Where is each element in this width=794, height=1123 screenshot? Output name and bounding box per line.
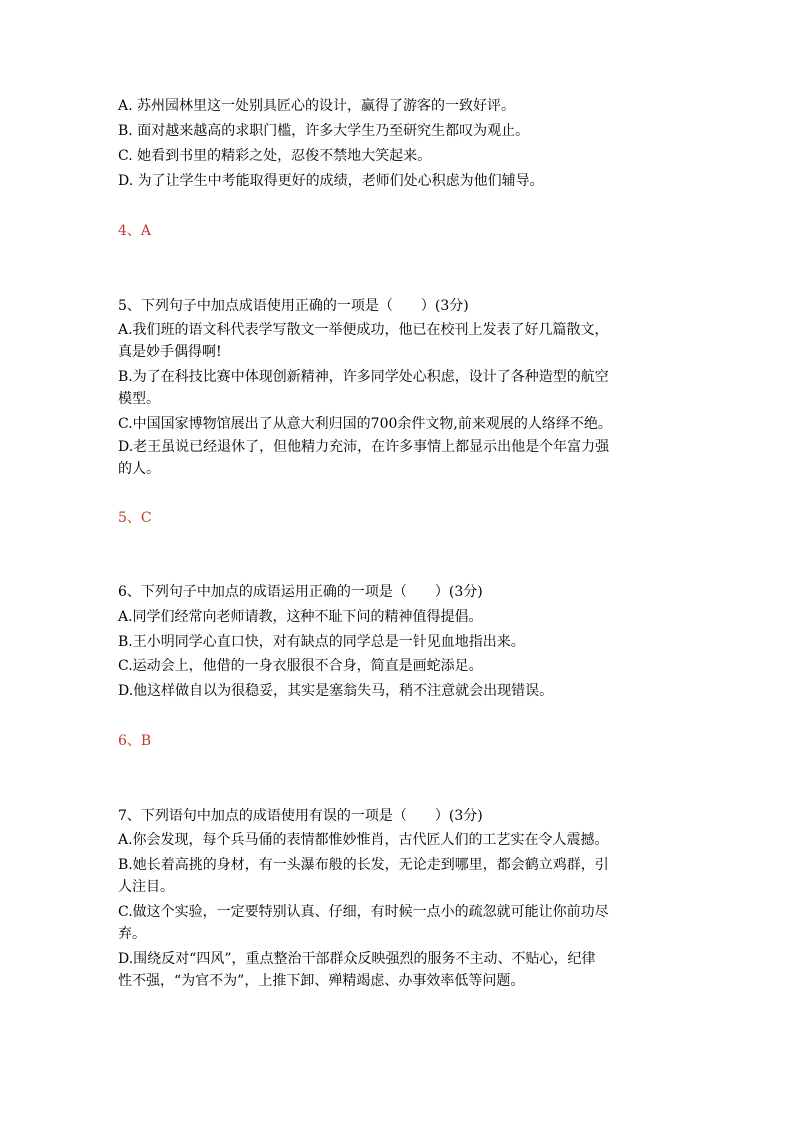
- q7-option-d-line1: D.围绕反对“四风”，重点整治干部群众反映强烈的服务不主动、不贴心，纪律: [118, 951, 596, 967]
- q5-option-a-line2: 真是妙手偶得啊!: [118, 344, 222, 360]
- q7-stem: 7、下列语句中加点的成语使用有误的一项是（ ）(3分): [118, 808, 483, 824]
- q5-option-c: C.中国国家博物馆展出了从意大利归国的700余件文物,前来观展的人络绎不绝。: [118, 416, 612, 432]
- q4-option-b: B. 面对越来越高的求职门槛，许多大学生乃至研究生都叹为观止。: [118, 123, 530, 139]
- q6-answer: 6、B: [118, 733, 152, 749]
- q6-option-d: D.他这样做自以为很稳妥，其实是塞翁失马，稍不注意就会出现错误。: [118, 683, 554, 699]
- q4-option-d: D. 为了让学生中考能取得更好的成绩，老师们处心积虑为他们辅导。: [118, 173, 544, 189]
- q6-stem: 6、下列句子中加点的成语运用正确的一项是（ ）(3分): [118, 584, 483, 600]
- q4-answer: 4、A: [118, 223, 152, 239]
- q5-answer: 5、C: [118, 510, 152, 526]
- q6-option-c: C.运动会上，他借的一身衣服很不合身，简直是画蛇添足。: [118, 658, 483, 674]
- q6-option-b: B.王小明同学心直口快，对有缺点的同学总是一针见血地指出来。: [118, 634, 525, 650]
- q7-option-d-line2: 性不强，“为官不为”，上推下卸、殚精竭虑、办事效率低等问题。: [118, 973, 525, 989]
- q5-stem: 5、下列句子中加点成语使用正确的一项是（ ）(3分): [118, 298, 469, 314]
- q7-option-a: A.你会发现，每个兵马俑的表情都惟妙惟肖，古代匠人们的工艺实在令人震撼。: [118, 832, 609, 848]
- q5-option-d-line1: D.老王虽说已经退休了，但他精力充沛，在许多事情上都显示出他是个年富力强: [118, 439, 610, 455]
- q7-option-b-line2: 人注目。: [118, 879, 174, 895]
- q5-option-a-line1: A.我们班的语文科代表学写散文一举便成功，他已在校刊上发表了好几篇散文，: [118, 322, 609, 338]
- q5-option-b-line1: B.为了在科技比赛中体现创新精神，许多同学处心积虑，设计了各种造型的航空: [118, 369, 609, 385]
- q5-option-d-line2: 的人。: [118, 461, 160, 477]
- q6-option-a: A.同学们经常向老师请教，这种不耻下问的精神值得提倡。: [118, 609, 483, 625]
- q5-option-b-line2: 模型。: [118, 391, 160, 407]
- q7-option-c-line1: C.做这个实验，一定要特别认真、仔细，有时候一点小的疏忽就可能让你前功尽: [118, 904, 609, 920]
- q7-option-b-line1: B.她长着高挑的身材，有一头瀑布般的长发，无论走到哪里，都会鹤立鸡群，引: [118, 857, 609, 873]
- q7-option-c-line2: 弃。: [118, 926, 146, 942]
- q4-option-a: A. 苏州园林里这一处别具匠心的设计，赢得了游客的一致好评。: [118, 98, 516, 114]
- q4-option-c: C. 她看到书里的精彩之处，忍俊不禁地大笑起来。: [118, 148, 432, 164]
